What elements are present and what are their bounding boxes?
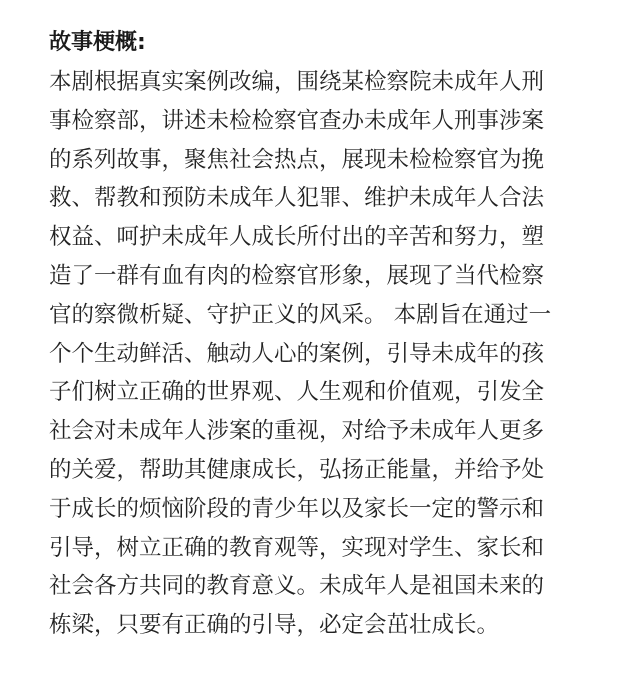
synopsis-line: 本剧根据真实案例改编，围绕某检察院未成年人刑	[49, 69, 545, 95]
synopsis-body	[49, 63, 629, 645]
synopsis-line: 栋梁，只要有正确的引导，必定会茁壮成长。	[49, 612, 500, 639]
synopsis-line: 官的察微析疑、守护正义的风采。 本剧旨在通过一	[49, 301, 552, 328]
synopsis-line: 于成长的烦恼阶段的青少年以及家长一定的警示和	[49, 495, 545, 522]
synopsis-line: 权益、呵护未成年人成长所付出的辛苦和努力，塑	[49, 224, 545, 251]
synopsis-line: 社会各方共同的教育意义。未成年人是祖国未来的	[49, 573, 545, 600]
synopsis-line: 事检察部，讲述未检检察官查办未成年人刑事涉案	[49, 107, 545, 134]
synopsis-line: 的关爱，帮助其健康成长，弘扬正能量，并给予处	[49, 456, 545, 483]
synopsis-line: 救、帮教和预防未成年人犯罪、维护未成年人合法	[49, 185, 545, 212]
synopsis-line: 社会对未成年人涉案的重视，对给予未成年人更多	[49, 418, 545, 445]
synopsis-line: 子们树立正确的世界观、人生观和价值观，引发全	[49, 379, 545, 406]
synopsis-line: 个个生动鲜活、触动人心的案例，引导未成年的孩	[49, 340, 545, 367]
synopsis-heading: 故事梗概:	[49, 30, 146, 55]
synopsis-line: 的系列故事，聚焦社会热点，展现未检检察官为挽	[49, 146, 545, 173]
synopsis-line: 引导，树立正确的教育观等，实现对学生、家长和	[49, 534, 545, 561]
synopsis-line: 造了一群有血有肉的检察官形象，展现了当代检察	[49, 262, 545, 289]
